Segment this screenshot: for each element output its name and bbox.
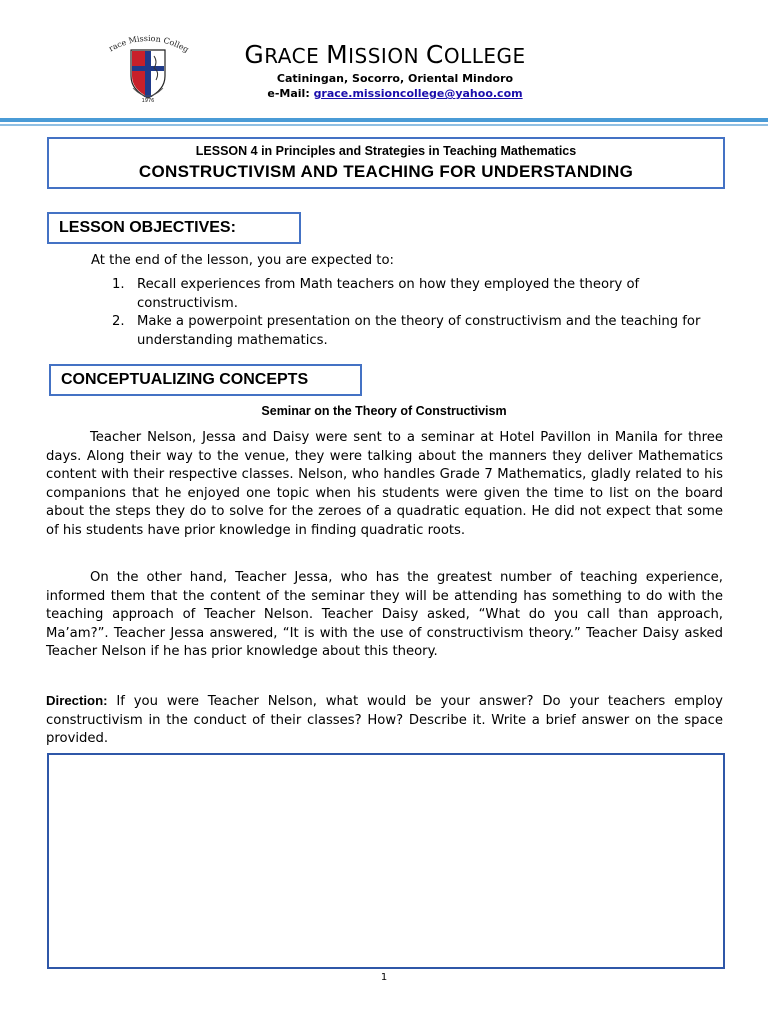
school-email	[220, 87, 570, 100]
page-header	[0, 0, 768, 118]
list-item-number: 1.	[112, 277, 125, 292]
objectives-heading: LESSON OBJECTIVES:	[47, 212, 301, 244]
lesson-subtitle: LESSON 4 in Principles and Strategies in Teaching Mathematics	[195, 144, 577, 158]
direction-text	[46, 692, 723, 749]
svg-text:1976: 1976	[141, 98, 155, 104]
header-divider	[0, 118, 768, 122]
school-address: Catiningan, Socorro, Oriental Mindoro	[276, 72, 514, 85]
school-logo	[98, 28, 198, 104]
email-label: e-Mail:	[267, 87, 314, 100]
direction-body: If you were Teacher Nelson, what would be your answer? Do your teachers employ constructivism in the conduct of their classes? How? Describe it. Write a brief answer on the space provided.	[46, 694, 723, 746]
direction-label: Direction:	[46, 693, 108, 708]
objectives-list	[112, 276, 702, 350]
seminar-title: Seminar on the Theory of Constructivism	[261, 404, 507, 418]
list-item	[112, 276, 702, 313]
school-crest-icon	[98, 28, 198, 104]
list-item	[112, 313, 702, 350]
email-link[interactable]: grace.missioncollege@yahoo.com	[313, 87, 523, 100]
lesson-title-box	[47, 137, 725, 189]
page-number: 1	[380, 972, 388, 983]
story-paragraph-1: Teacher Nelson, Jessa and Daisy were sent to a seminar at Hotel Pavillon in Manila for three days. Along their way to the venue, they were talking about the manners they deliver Mathematics content with their respective classes. Nelson, who handles Grade 7 Mathematics, gladly related to his companions that he enjoyed one topic when his students were given the time to list on the board about the steps they do to solve for the zeroes of a quadratic equation. He did not expect that some of his students have prior knowledge in finding quadratic roots.	[46, 430, 723, 538]
concepts-heading: CONCEPTUALIZING CONCEPTS	[49, 364, 362, 396]
school-name: GRACE MISSION COLLEGE	[244, 40, 526, 69]
list-item-number: 2.	[112, 314, 125, 329]
header-divider-thin	[0, 124, 768, 126]
story-paragraph-2: On the other hand, Teacher Jessa, who has the greatest number of teaching experience, informed them that the content of the seminar they will be attending has something to do with the teaching approach of Teacher Nelson. Teacher Daisy asked, “What do you call than approach, Ma’am?”. Teacher Jessa answered, “It is with the use of constructivism theory.” Teacher Daisy asked Teacher Nelson if he has prior knowledge about this theory.	[46, 570, 723, 659]
list-item-text: Recall experiences from Math teachers on how they employed the theory of constructivism.	[137, 277, 640, 311]
objectives-intro: At the end of the lesson, you are expected to:	[91, 253, 394, 268]
list-item-text: Make a powerpoint presentation on the theory of constructivism and the teaching for understanding mathematics.	[137, 314, 701, 348]
svg-text:Grace Mission College: race Mission Colleg	[107, 33, 191, 55]
lesson-title: CONSTRUCTIVISM AND TEACHING FOR UNDERSTANDING	[138, 162, 634, 181]
answer-space[interactable]	[47, 753, 725, 969]
